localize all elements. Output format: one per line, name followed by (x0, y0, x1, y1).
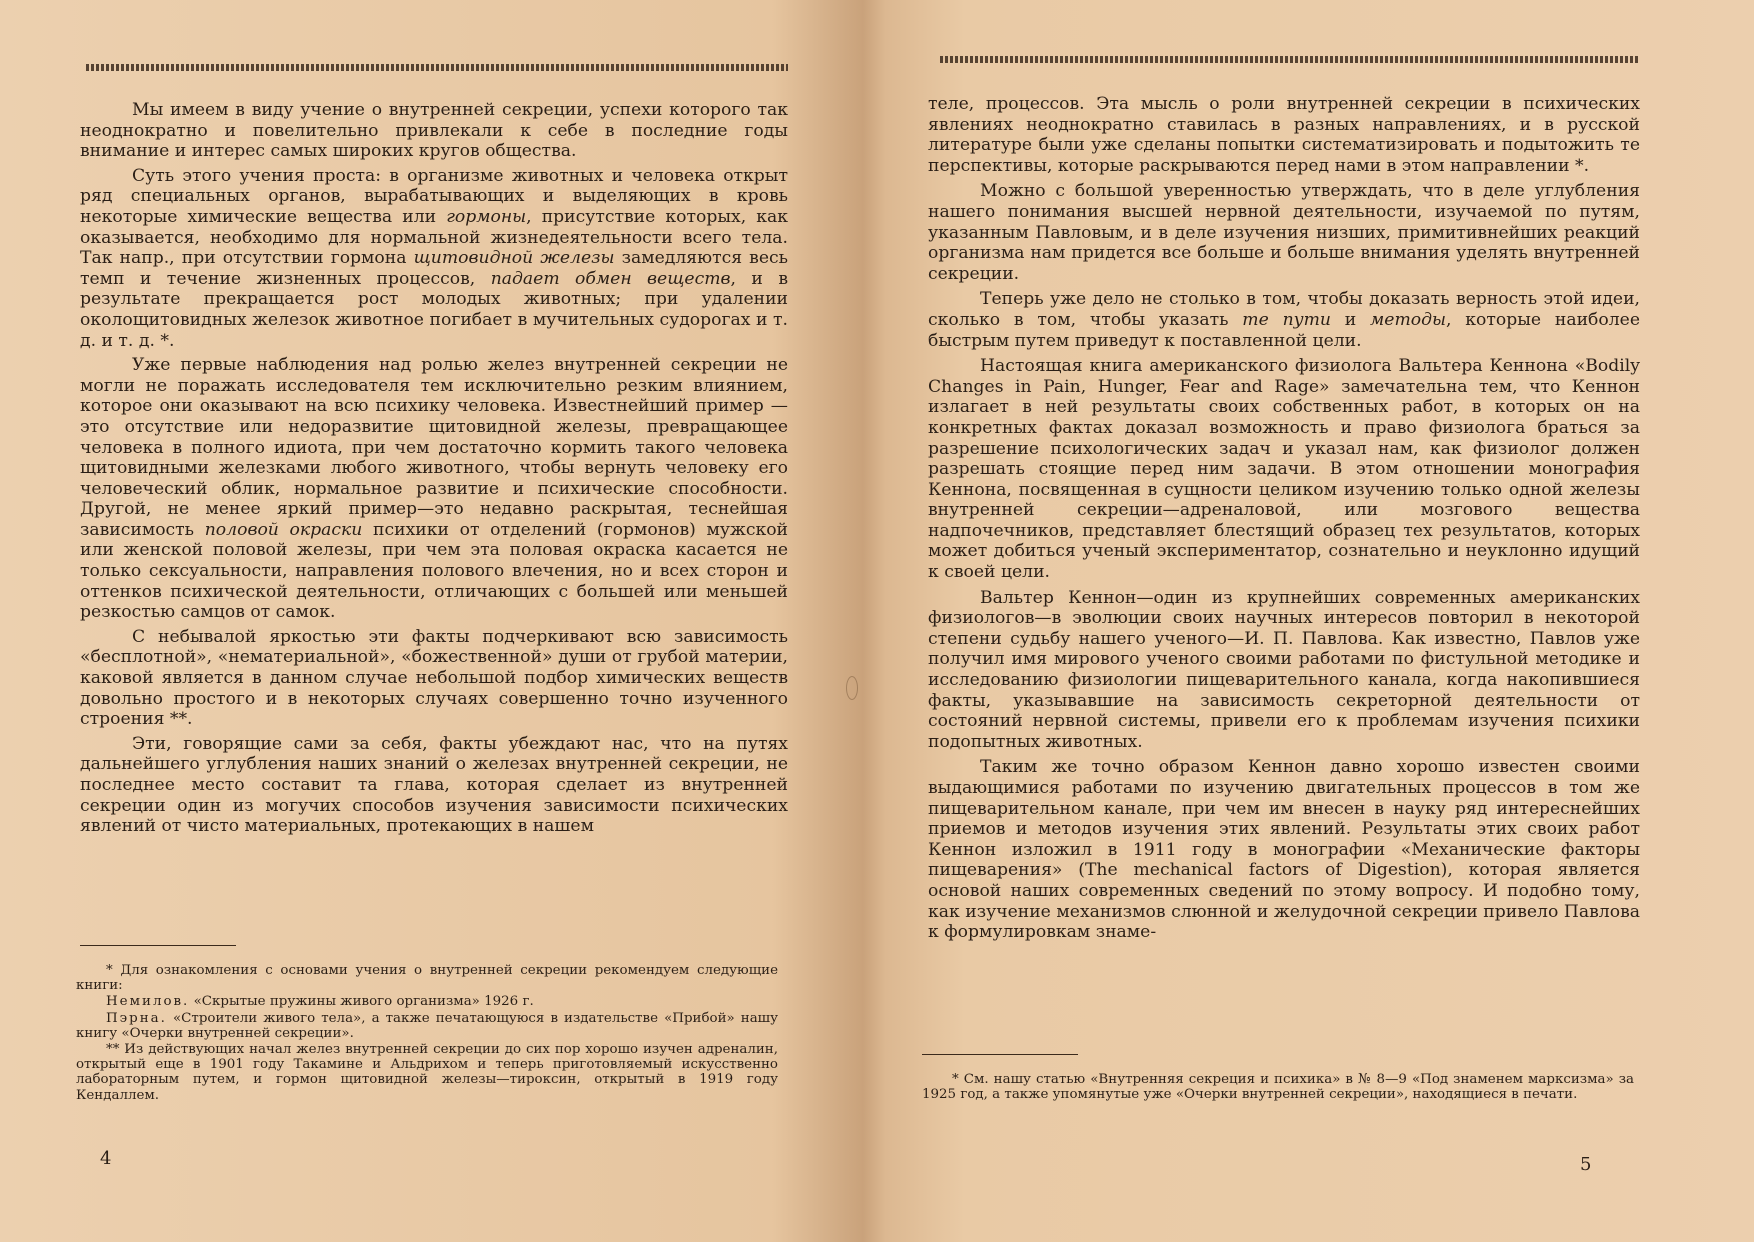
text-run: Можно с большой уверенностью утверждать, что в деле углубления нашего понимания высшей нервной деятельности, изучаемой по путям, указанным Павловым, и в деле изучения низших, примитивнейших реакций организма нам придется все больше и больше внимания уделять внутренней секреции. (928, 181, 1640, 284)
right-page (870, 0, 1754, 1242)
italic-phrase: падает обмен веществ (490, 268, 731, 289)
footnote (76, 1011, 778, 1041)
italic-phrase: методы (1370, 309, 1447, 330)
footnote-separator (80, 945, 236, 946)
footnote-text: «Строители живого тела», а также печатающуюся в издательстве «Прибой» нашу книгу «Очерки внутренней секреции». (76, 1010, 778, 1041)
right-body-text (928, 94, 1640, 948)
paragraph (928, 289, 1640, 351)
text-run: Уже первые наблюдения над ролью желез внутренней секреции не могли не поражать исследователя тем исключительно резким влиянием, которое они оказывают на всю психику человека. Известнейший пример — это отсутствие или недоразвитие щитовидной железы, превращающее человека в полного идиота, при чем достаточно кормить такого человека щитовидными железками любого животного, чтобы вернуть человеку его человеческий облик, нормальное развитие и психические способности. Другой, не менее яркий пример—это недавно раскрытая, теснейшая зависимость (80, 355, 788, 540)
footnote (76, 1042, 778, 1103)
text-run: Эти, говорящие сами за себя, факты убеждают нас, что на путях дальнейшего углубления наших знаний о железах внутренней секреции, не последнее место составит та глава, которая сделает из внутренней секреции один из могучих способов изучения зависимости психических явлений от чисто материальных, протекающих в нашем (80, 733, 788, 837)
text-run: Теперь уже дело не столько в том, чтобы доказать верность этой идеи, сколько в том, чтобы указать (928, 289, 1640, 330)
paragraph (80, 627, 788, 730)
italic-phrase: половой окраски (204, 519, 363, 540)
footnote (922, 1072, 1634, 1102)
text-run: , и в результате прекращается рост молодых животных; при удалении околощитовидных железок животное погибает в мучительных судорогах и т. д. и т. д. *. (80, 268, 788, 351)
paragraph (928, 757, 1640, 942)
paragraph (80, 734, 788, 837)
text-run: Вальтер Кеннон—один из крупнейших современных американских физиологов—в эволюции своих научных интересов повторил в некоторой степени судьбу нашего ученого—И. П. Павлова. Как известно, Павлов уже получил имя мирового ученого своими работами по фистульной методике и исследованию физиологии пищеварительного канала, когда накопившиеся факты, указывавшие на зависимость секреторной деятельности от состояний нервной системы, привели его к проблемам изучения психики подопытных животных. (928, 587, 1640, 752)
left-footnotes (76, 963, 778, 1104)
paragraph (928, 356, 1640, 583)
italic-phrase: гормоны (446, 206, 527, 227)
paragraph (80, 166, 788, 351)
page-number-left: 4 (100, 1148, 112, 1169)
text-run: теле, процессов. Эта мысль о роли внутренней секреции в психических явлениях неоднократно ставилась в разных направлениях, и в русской литературе были уже сделаны попытки систематизировать и подытожить те перспективы, которые раскрываются перед нами в этом направлении *. (928, 94, 1640, 176)
gutter-binding-mark (846, 676, 858, 700)
text-run: , присутствие которых, как оказывается, необходимо для нормальной жизнедеятельности всего тела. Так напр., при отсутствии гормона (80, 206, 789, 269)
paragraph (80, 100, 788, 162)
footnote (76, 963, 778, 993)
page-number-right: 5 (1580, 1154, 1592, 1175)
left-page (0, 0, 870, 1242)
footnote-text: * Для ознакомления с основами учения о внутренней секреции рекомендуем следующие книги: (76, 963, 778, 994)
text-run: психики от отделений (гормонов) мужской или женской половой железы, при чем эта половая окраска касается не только сексуальности, направления полового влечения, но и всех сторон и оттенков психической деятельности, отличающих с большей или меньшей резкостью самцов от самок. (80, 519, 788, 623)
text-run: , которые наиболее быстрым путем приведут к поставленной цели. (928, 309, 1640, 351)
text-run: замедляются весь темп и течение жизненных процессов, (80, 248, 788, 289)
text-run: С небывалой яркостью эти факты подчеркивают всю зависимость «бесплотной», «нематериальной», «божественной» души от грубой материи, каковой является в данном случае небольшой подбор химических веществ довольно простого и в некоторых случаях совершенно точно изученного строения **. (80, 626, 788, 730)
text-run: Суть этого учения проста: в организме животных и человека открыт ряд специальных органов, вырабатывающих и выделяющих в кровь некоторые химические вещества или (80, 165, 788, 227)
italic-phrase: те пути (1242, 309, 1331, 330)
text-run: и (1330, 309, 1371, 330)
header-dotted-rule (86, 64, 788, 71)
author-name: Пэрна. (106, 1010, 167, 1026)
footnote-separator (922, 1054, 1078, 1055)
footnote-text: «Скрытые пружины живого организма» 1926 г. (189, 994, 534, 1010)
footnote-text: * См. нашу статью «Внутренняя секреция и психика» в № 8—9 «Под знаменем марксизма» за 1925 год, а также упомянутые уже «Очерки внутренней секреции», находящиеся в печати. (922, 1072, 1634, 1103)
text-run: Настоящая книга американского физиолога Вальтера Кеннона «Bodily Changes in Pain, Hunger, Fear and Rage» замечательна тем, что Кеннон излагает в ней результаты своих собственных работ, в которых он на конкретных фактах доказал возможность и право физиолога браться за разрешение психологических задач и указал нам, как физиолог должен разрешать стоящие перед ним задачи. В этом отношении монография Кеннона, посвященная в сущности целиком изучению только одной железы внутренней секреции—адреналовой, или мозгового вещества надпочечников, представляет блестящий образец тех результатов, которых может добиться ученый экспериментатор, сознательно и неуклонно идущий к своей цели. (928, 356, 1640, 583)
paragraph (928, 588, 1640, 753)
paragraph (80, 355, 788, 623)
text-run: Мы имеем в виду учение о внутренней секреции, успехи которого так неоднократно и повелительно привлекали к себе в последние годы внимание и интерес самых широких кругов общества. (80, 100, 788, 162)
footnote-text: ** Из действующих начал желез внутренней секреции до сих пор хорошо изучен адреналин, открытый еще в 1901 году Такамине и Альдрихом и теперь приготовляемый искусственно лабораторным путем, и гормон щитовидной железы—тироксин, открытый в 1919 году Кендаллем. (76, 1042, 778, 1103)
footnote (76, 994, 778, 1009)
header-dotted-rule (940, 56, 1640, 63)
italic-phrase: щитовидной железы (413, 248, 615, 269)
paragraph (928, 94, 1640, 176)
paragraph (928, 181, 1640, 284)
right-footnotes (922, 1072, 1634, 1103)
text-run: Таким же точно образом Кеннон давно хорошо известен своими выдающимися работами по изучению двигательных процессов в том же пищеварительном канале, при чем им внесен в науку ряд интереснейших приемов и методов изучения этих явлений. Результаты этих своих работ Кеннон изложил в 1911 году в монографии «Механические факторы пищеварения» (The mechanical factors of Digestion), которая является основой наших современных сведений по этому вопросу. И подобно тому, как изучение механизмов слюнной и желудочной секреции привело Павлова к формулировкам знаме- (928, 757, 1640, 943)
author-name: Немилов. (106, 994, 190, 1010)
left-body-text (80, 100, 788, 841)
